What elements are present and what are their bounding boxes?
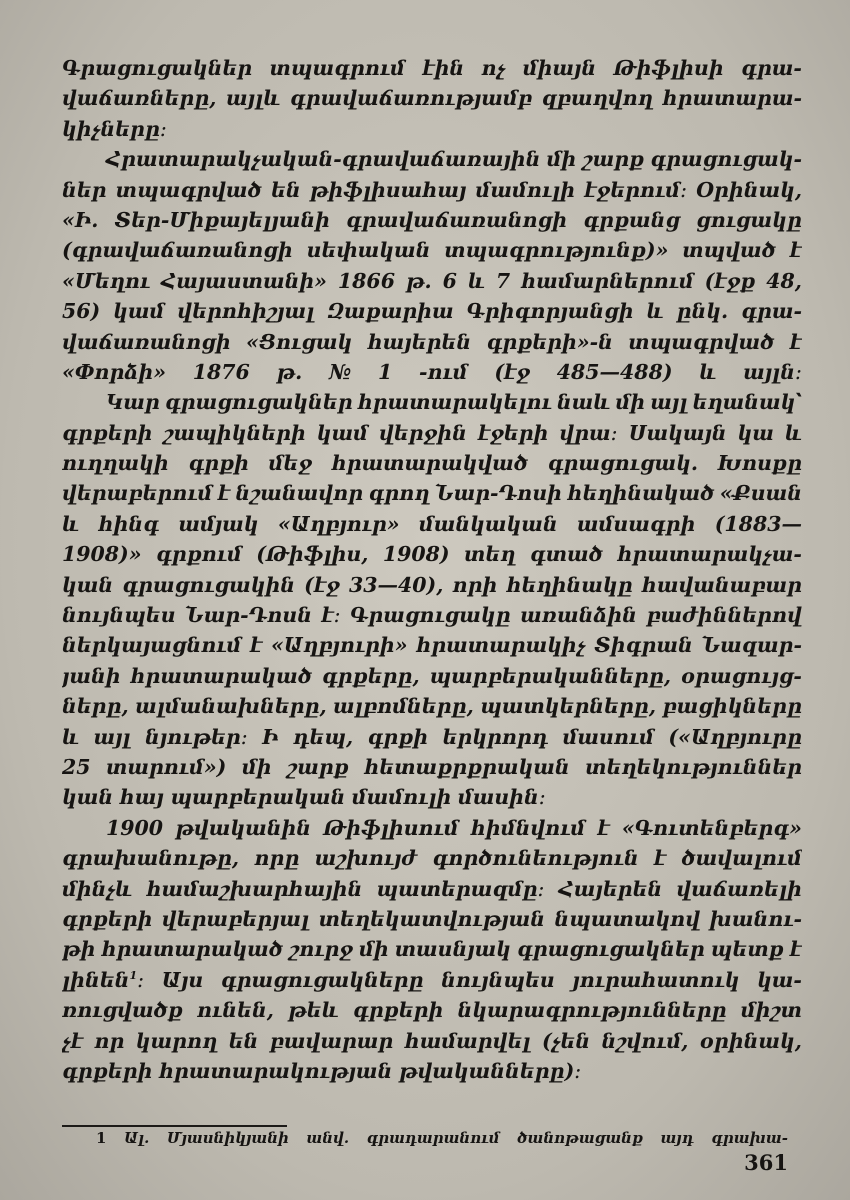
word: կամ bbox=[113, 299, 165, 324]
word: «Ի. bbox=[62, 207, 99, 232]
word: առանձին bbox=[520, 603, 637, 628]
word: աշխույժ bbox=[314, 846, 418, 871]
text-line bbox=[62, 481, 802, 511]
word: տեղ bbox=[464, 542, 516, 567]
word: գրքի bbox=[188, 451, 249, 476]
word: տպագրում bbox=[269, 56, 405, 80]
word: Զաքարիա bbox=[327, 299, 454, 324]
word: կան bbox=[62, 572, 114, 597]
word: Ի bbox=[262, 724, 279, 749]
text-line bbox=[62, 238, 802, 268]
word: գրացուցակ- bbox=[650, 147, 802, 172]
word: նաև bbox=[556, 390, 611, 415]
word: այլև bbox=[226, 86, 281, 111]
word: թ. bbox=[276, 359, 303, 384]
word: տպված bbox=[682, 238, 776, 263]
word: հեղինակը bbox=[506, 572, 633, 597]
word: 33—40), bbox=[348, 572, 444, 597]
word: վերջին bbox=[378, 420, 467, 445]
word: Կար bbox=[106, 390, 160, 415]
body-text bbox=[62, 56, 802, 1089]
word: Նազար- bbox=[701, 633, 802, 658]
word: 1876 bbox=[192, 359, 250, 384]
word: Գրացուցակներ bbox=[62, 56, 253, 80]
word: թիֆլիսահայ bbox=[309, 177, 467, 202]
word: «Աղբյուրի» bbox=[270, 633, 408, 658]
word: գրավաճառանոցի bbox=[346, 207, 568, 232]
text-line bbox=[62, 117, 802, 147]
word: երկրորդ bbox=[442, 724, 549, 749]
word: վրա։ bbox=[559, 420, 618, 445]
text-line bbox=[62, 390, 802, 420]
word: գրացուցակներ bbox=[516, 937, 705, 962]
word: եղանակ՝ bbox=[692, 390, 802, 415]
word: Թիֆլիսում bbox=[323, 815, 459, 840]
word: մի bbox=[359, 937, 389, 962]
text-line bbox=[62, 877, 802, 907]
word: Օրինակ, bbox=[696, 177, 802, 202]
word: ներ bbox=[62, 177, 107, 202]
word: ներկայացնում bbox=[62, 633, 242, 658]
text-line bbox=[62, 573, 802, 603]
word: նույնպես bbox=[441, 967, 555, 992]
word: և bbox=[467, 268, 485, 293]
word: վաճառելի bbox=[676, 876, 802, 901]
word: 6 bbox=[442, 268, 457, 293]
word: գործունեություն bbox=[432, 846, 639, 871]
word: այլ bbox=[650, 390, 688, 415]
footnote-word: անվ. bbox=[306, 1129, 350, 1147]
word: Գրացուցակը bbox=[350, 603, 511, 628]
word: 7 bbox=[495, 268, 511, 293]
word: բաժիններով bbox=[646, 603, 802, 628]
word: գրավաճառությամբ bbox=[289, 86, 532, 111]
word: պետք bbox=[710, 937, 784, 962]
word: 48, bbox=[766, 268, 802, 293]
word: վերաբերյալ bbox=[161, 906, 310, 931]
word: ամսագրի bbox=[576, 511, 696, 536]
word: (1883— bbox=[714, 511, 802, 536]
word: վերոհիշյալ bbox=[177, 299, 315, 324]
word: Սակայն bbox=[628, 420, 727, 445]
word: նկարագրությունները bbox=[457, 998, 727, 1023]
word: (էջք bbox=[704, 268, 756, 293]
word: գրքերի bbox=[62, 1058, 153, 1083]
word: 1 bbox=[378, 359, 393, 384]
word: նշանավոր bbox=[235, 481, 364, 506]
word: գրքանց bbox=[583, 207, 680, 232]
word: պարբերականները, bbox=[429, 663, 672, 688]
word: մամուլի bbox=[351, 785, 452, 810]
word: ալմանախները, bbox=[135, 694, 327, 719]
text-line bbox=[62, 968, 802, 998]
word: գրքերի»-ն bbox=[486, 329, 613, 354]
word: հիմնվում bbox=[470, 815, 586, 840]
footnote-marker: 1 bbox=[96, 1129, 107, 1147]
text-line bbox=[62, 360, 802, 390]
word: բացիկները bbox=[662, 694, 802, 719]
word: հայ bbox=[119, 785, 164, 810]
word: նպատակով bbox=[554, 906, 701, 931]
word: շուրջ bbox=[289, 937, 354, 962]
word: գրքերի bbox=[62, 420, 153, 445]
text-line bbox=[62, 664, 802, 694]
word: Այս bbox=[161, 967, 204, 992]
footnote-divider bbox=[62, 1125, 287, 1127]
word: կարող bbox=[135, 1028, 218, 1053]
word: հրատարակած bbox=[101, 937, 284, 962]
text-line bbox=[62, 421, 802, 451]
word: է bbox=[597, 815, 610, 840]
word: վաճառները, bbox=[62, 86, 217, 111]
word: հրատարակության bbox=[158, 1058, 393, 1083]
word: յանի bbox=[62, 663, 121, 688]
word: հայերեն bbox=[367, 329, 472, 354]
word: ները, bbox=[62, 694, 129, 719]
word: «Փորձի» bbox=[62, 359, 167, 384]
word: տեղեկատվության bbox=[318, 906, 546, 931]
text-line bbox=[62, 785, 802, 815]
word: Հայերեն bbox=[558, 876, 663, 901]
footnote bbox=[96, 1129, 788, 1153]
text-line bbox=[62, 512, 802, 542]
word: «Աղբյուր» bbox=[277, 511, 400, 536]
word: հեղինակած bbox=[567, 481, 715, 506]
word: է bbox=[789, 937, 802, 962]
word: «Գուտենբերգ» bbox=[621, 815, 802, 840]
word: Տիգրան bbox=[594, 633, 693, 658]
word: (էջ bbox=[494, 359, 531, 384]
word: Հայաստանի» bbox=[161, 268, 327, 293]
word: զբաղվող bbox=[541, 86, 653, 111]
word: գրքում bbox=[155, 542, 242, 567]
word: խանու- bbox=[709, 906, 802, 931]
word: օրացույց- bbox=[680, 663, 802, 688]
word: մի bbox=[546, 147, 577, 172]
word: ուղղակի bbox=[62, 451, 169, 476]
word: գտած bbox=[529, 542, 603, 567]
word: օրինակ, bbox=[699, 1028, 802, 1053]
footnote-word: գրախա- bbox=[711, 1129, 788, 1147]
word: է bbox=[789, 329, 802, 354]
word: պատկերները, bbox=[480, 694, 656, 719]
word: «Մեղու bbox=[62, 268, 151, 293]
word: վաճառանոցի bbox=[62, 329, 231, 354]
word: (էջ bbox=[304, 572, 340, 597]
footnote-word: գրադարանում bbox=[366, 1129, 500, 1147]
word: ։ bbox=[137, 967, 145, 992]
word: Գրիգորյանցի bbox=[466, 299, 634, 324]
word: չէ bbox=[62, 1028, 84, 1053]
footnote-word: Մյասնիկյանի bbox=[166, 1129, 289, 1147]
word: էջերում։ bbox=[584, 177, 688, 202]
word: գրացուցակները bbox=[220, 967, 424, 992]
word: հրատարա- bbox=[662, 86, 802, 111]
word: կա- bbox=[757, 967, 802, 992]
word: էջերի bbox=[477, 420, 549, 445]
word: շապիկների bbox=[163, 420, 306, 445]
word: ունեն, bbox=[197, 998, 274, 1023]
word: և bbox=[784, 420, 802, 445]
word: են bbox=[228, 1028, 259, 1053]
word: Նար-Դոսն bbox=[184, 603, 313, 628]
word: տարում») bbox=[106, 754, 227, 779]
text-line bbox=[62, 633, 802, 663]
word: տպագրությունք)» bbox=[444, 238, 669, 263]
word: գրքերի bbox=[352, 998, 444, 1023]
text-line bbox=[62, 299, 802, 329]
word: թեև bbox=[288, 998, 339, 1023]
word: կամ bbox=[316, 420, 368, 445]
word: 1908) bbox=[382, 542, 450, 567]
word: որ bbox=[94, 1028, 125, 1053]
word: Խոսքը bbox=[717, 451, 802, 476]
word: ռուցվածք bbox=[62, 998, 183, 1023]
word: շարք bbox=[287, 754, 349, 779]
text-line bbox=[62, 451, 802, 481]
word: նույնպես bbox=[62, 603, 176, 628]
word: է bbox=[789, 238, 802, 263]
text-line bbox=[62, 542, 802, 572]
word: են bbox=[270, 177, 301, 202]
word: միայն bbox=[522, 56, 597, 80]
text-line bbox=[62, 208, 802, 238]
word: թվականին bbox=[175, 815, 312, 840]
word: բավարար bbox=[269, 1028, 394, 1053]
word: է bbox=[217, 481, 230, 506]
word: գրա- bbox=[741, 56, 802, 80]
footnote-word: այդ bbox=[660, 1129, 694, 1147]
word: դեպ, bbox=[292, 724, 354, 749]
word-with-footnote-ref bbox=[62, 968, 144, 992]
text-line bbox=[62, 86, 802, 116]
footnote-word: ծանոթացանք bbox=[517, 1129, 643, 1147]
text-line bbox=[62, 330, 802, 360]
word: (Թիֆլիս, bbox=[256, 542, 369, 567]
text-line bbox=[62, 937, 802, 967]
word: -ում bbox=[419, 359, 468, 384]
word: թ. bbox=[405, 268, 432, 293]
word: 1908)» bbox=[62, 542, 142, 567]
word: մի bbox=[241, 754, 272, 779]
word: համաշխարհային bbox=[146, 876, 363, 901]
word: գրքերը, bbox=[321, 663, 420, 688]
text-line bbox=[62, 147, 802, 177]
text-line bbox=[62, 846, 802, 876]
word: ոչ bbox=[481, 56, 506, 80]
word: մասին։ bbox=[457, 785, 546, 810]
word: մանկական bbox=[418, 511, 558, 536]
word: № bbox=[329, 359, 352, 384]
word: յուրահատուկ bbox=[572, 967, 740, 992]
word: նյութեր։ bbox=[144, 724, 248, 749]
word: է։ bbox=[321, 603, 341, 628]
word: նշվում, bbox=[601, 1028, 689, 1053]
text-line bbox=[62, 178, 802, 208]
text-line bbox=[62, 269, 802, 299]
word: ցուցակը bbox=[696, 207, 802, 232]
word: մեջ bbox=[268, 451, 313, 476]
page-number: 361 bbox=[744, 1150, 788, 1175]
text-line bbox=[62, 907, 802, 937]
word: ծավալում bbox=[681, 846, 802, 871]
word: «Քսան bbox=[719, 481, 802, 506]
word: է bbox=[249, 633, 263, 658]
word: վերաբերում bbox=[62, 481, 213, 506]
word: Թիֆլիսի bbox=[613, 56, 724, 80]
word: 25 bbox=[62, 754, 91, 779]
word: այլն։ bbox=[743, 359, 802, 384]
word: մինչև bbox=[62, 876, 133, 901]
word: որի bbox=[452, 572, 498, 597]
word: է bbox=[653, 846, 667, 871]
word: լինեն bbox=[62, 967, 130, 992]
word: որը bbox=[254, 846, 300, 871]
word: համարներում bbox=[521, 268, 694, 293]
word: հրատարակված bbox=[331, 451, 529, 476]
word: 1866 bbox=[337, 268, 395, 293]
word: ամյակ bbox=[178, 511, 259, 536]
word: և bbox=[62, 511, 80, 536]
word: պարբերական bbox=[170, 785, 346, 810]
word: գրացուցակներ bbox=[164, 390, 353, 415]
word: (գրավաճառանոցի bbox=[62, 238, 293, 263]
text-line bbox=[62, 603, 802, 633]
word: գրքերի bbox=[62, 906, 153, 931]
word: էին bbox=[422, 56, 465, 80]
word: ալբոմները, bbox=[333, 694, 474, 719]
word: գրացուցակ. bbox=[547, 451, 698, 476]
text-line bbox=[62, 694, 802, 724]
text-line bbox=[62, 755, 802, 785]
word: («Աղբյուրը bbox=[668, 724, 802, 749]
text-line bbox=[62, 1029, 802, 1059]
word: 1900 bbox=[106, 815, 164, 840]
text-line bbox=[62, 998, 802, 1028]
word: (չեն bbox=[541, 1028, 591, 1053]
word: մասում bbox=[562, 724, 654, 749]
word: տպագրված bbox=[115, 177, 262, 202]
word: և bbox=[699, 359, 717, 384]
word: գրա- bbox=[741, 299, 802, 324]
footnote-reference: 1 bbox=[129, 968, 138, 982]
word: հինգ bbox=[98, 511, 160, 536]
word: սեփական bbox=[306, 238, 431, 263]
text-line bbox=[62, 56, 802, 86]
word: տասնյակ bbox=[394, 937, 511, 962]
text-line bbox=[62, 1059, 802, 1089]
word: համարվել bbox=[404, 1028, 531, 1053]
word: կա bbox=[737, 420, 774, 445]
word: այլ bbox=[93, 724, 131, 749]
word: կան bbox=[62, 785, 114, 810]
word: թվականները)։ bbox=[398, 1058, 582, 1083]
word: կիչները։ bbox=[62, 116, 167, 141]
word: հավանաբար bbox=[641, 572, 802, 597]
word: գրացուցակին bbox=[122, 572, 296, 597]
word: Նար-Դոսի bbox=[434, 481, 562, 506]
word: Տեր-Միքայելյանի bbox=[114, 207, 330, 232]
word: հրատարակելու bbox=[357, 390, 552, 415]
text-line bbox=[62, 816, 802, 846]
word: թի bbox=[62, 937, 96, 962]
word: հրատարակիչ bbox=[416, 633, 586, 658]
word: շարք bbox=[582, 147, 645, 172]
word: մի bbox=[615, 390, 646, 415]
footnote-word: Ալ. bbox=[123, 1129, 150, 1147]
word: գրքի bbox=[367, 724, 429, 749]
word: տպագրված bbox=[628, 329, 775, 354]
word: 56) bbox=[62, 299, 101, 324]
word: միշտ bbox=[740, 998, 802, 1023]
word: հետաքրքրական bbox=[364, 754, 570, 779]
word: տեղեկություններ bbox=[585, 754, 802, 779]
word: Հրատարակչական-գրավաճառային bbox=[106, 147, 541, 172]
word: հրատարակած bbox=[130, 663, 312, 688]
word: և bbox=[646, 299, 664, 324]
word: «Ցուցակ bbox=[246, 329, 353, 354]
text-line bbox=[62, 725, 802, 755]
word: և bbox=[62, 724, 80, 749]
word: 485—488) bbox=[556, 359, 673, 384]
word: ընկ. bbox=[676, 299, 729, 324]
word: գրախանութը, bbox=[62, 846, 240, 871]
word: մամուլի bbox=[475, 177, 576, 202]
word: գրող bbox=[368, 481, 430, 506]
word: պատերազմը։ bbox=[376, 876, 545, 901]
word: հրատարակչա- bbox=[617, 542, 802, 567]
